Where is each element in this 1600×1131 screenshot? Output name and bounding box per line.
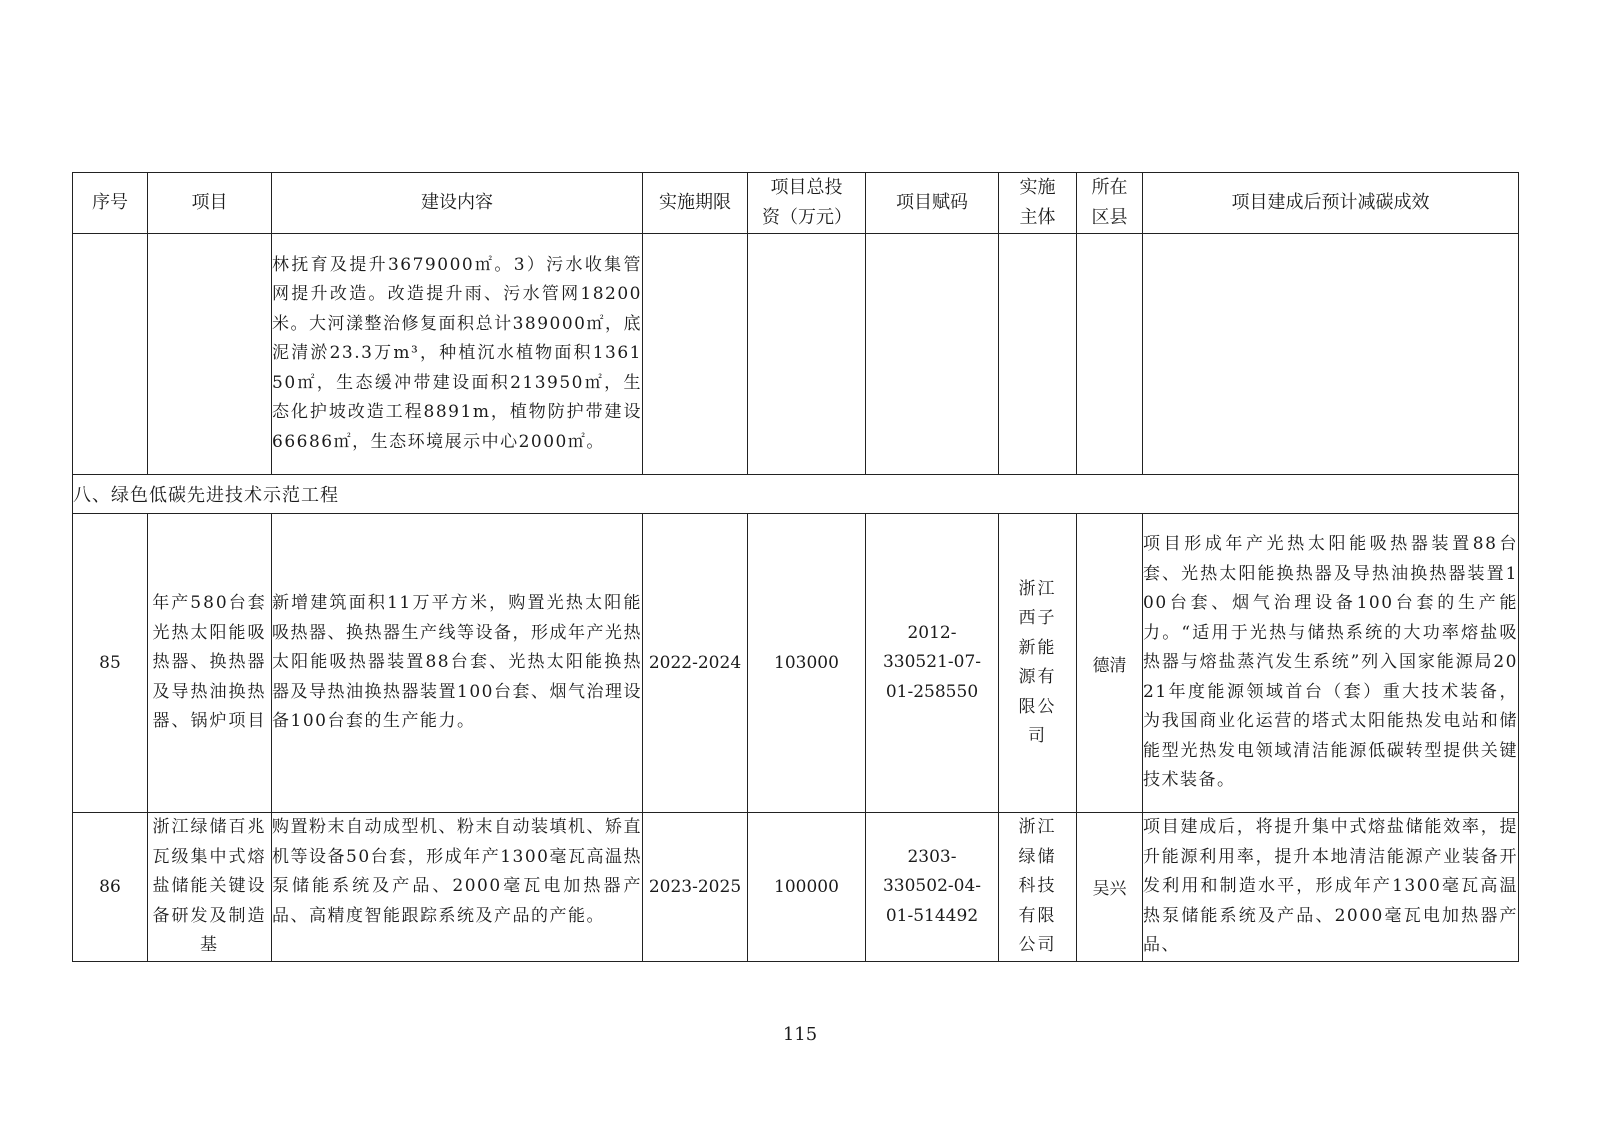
header-investment: 项目总投资（万元） xyxy=(748,173,866,234)
table-row xyxy=(73,514,1519,813)
cell-code xyxy=(866,234,999,475)
cell-effect xyxy=(1143,234,1519,475)
cell-project: 年产580台套光热太阳能吸热器、换热器及导热油换热器、锅炉项目 xyxy=(148,514,272,813)
cell-entity: 浙江绿储科技有限公司 xyxy=(999,813,1077,962)
cell-seq: 86 xyxy=(73,813,148,962)
cell-effect: 项目建成后，将提升集中式熔盐储能效率，提升能源利用率，提升本地清洁能源产业装备开发利用和制造水平，形成年产1300毫瓦高温热泵储能系统及产品、2000毫瓦电加热器产品、 xyxy=(1143,813,1519,962)
cell-entity: 浙江西子新能源有限公司 xyxy=(999,514,1077,813)
header-county: 所在区县 xyxy=(1077,173,1143,234)
page-number: 115 xyxy=(782,1024,818,1045)
header-project: 项目 xyxy=(148,173,272,234)
section-row xyxy=(73,475,1519,514)
cell-seq: 85 xyxy=(73,514,148,813)
cell-county xyxy=(1077,234,1143,475)
header-effect: 项目建成后预计减碳成效 xyxy=(1143,173,1519,234)
cell-effect: 项目形成年产光热太阳能吸热器装置88台套、光热太阳能换热器及导热油换热器装置100台套、烟气治理设备100台套的生产能力。“适用于光热与储热系统的大功率熔盐吸热器与熔盐蒸汽发生系统”列入国家能源局2021年度能源领域首台（套）重大技术装备，为我国商业化运营的塔式太阳能热发电站和储能型光热发电领域清洁能源低碳转型提供关键技术装备。 xyxy=(1143,514,1519,813)
header-seq: 序号 xyxy=(73,173,148,234)
cell-investment xyxy=(748,234,866,475)
header-code: 项目赋码 xyxy=(866,173,999,234)
cell-investment: 103000 xyxy=(748,514,866,813)
header-row xyxy=(73,173,1519,234)
table-row xyxy=(73,813,1519,962)
header-content: 建设内容 xyxy=(272,173,643,234)
cell-code: 2303-330502-04-01-514492 xyxy=(866,813,999,962)
cell-period: 2022-2024 xyxy=(643,514,748,813)
header-entity: 实施主体 xyxy=(999,173,1077,234)
cell-project: 浙江绿储百兆瓦级集中式熔盐储能关键设备研发及制造基 xyxy=(148,813,272,962)
table-row xyxy=(73,234,1519,475)
cell-seq xyxy=(73,234,148,475)
cell-entity xyxy=(999,234,1077,475)
cell-period: 2023-2025 xyxy=(643,813,748,962)
cell-county: 德清 xyxy=(1077,514,1143,813)
cell-investment: 100000 xyxy=(748,813,866,962)
cell-content: 购置粉末自动成型机、粉末自动装填机、矫直机等设备50台套，形成年产1300毫瓦高温热泵储能系统及产品、2000毫瓦电加热器产品、高精度智能跟踪系统及产品的产能。 xyxy=(272,813,643,962)
section-title: 八、绿色低碳先进技术示范工程 xyxy=(73,475,1519,514)
cell-county: 吴兴 xyxy=(1077,813,1143,962)
header-period: 实施期限 xyxy=(643,173,748,234)
cell-code: 2012-330521-07-01-258550 xyxy=(866,514,999,813)
cell-content: 林抚育及提升3679000㎡。3）污水收集管网提升改造。改造提升雨、污水管网18200米。大河漾整治修复面积总计389000㎡，底泥清淤23.3万m³，种植沉水植物面积136150㎡，生态缓冲带建设面积213950㎡，生态化护坡改造工程8891m，植物防护带建设66686㎡，生态环境展示中心2000㎡。 xyxy=(272,234,643,475)
project-table xyxy=(72,172,1519,962)
cell-period xyxy=(643,234,748,475)
cell-project xyxy=(148,234,272,475)
cell-content: 新增建筑面积11万平方米，购置光热太阳能吸热器、换热器生产线等设备，形成年产光热太阳能吸热器装置88台套、光热太阳能换热器及导热油换热器装置100台套、烟气治理设备100台套的生产能力。 xyxy=(272,514,643,813)
